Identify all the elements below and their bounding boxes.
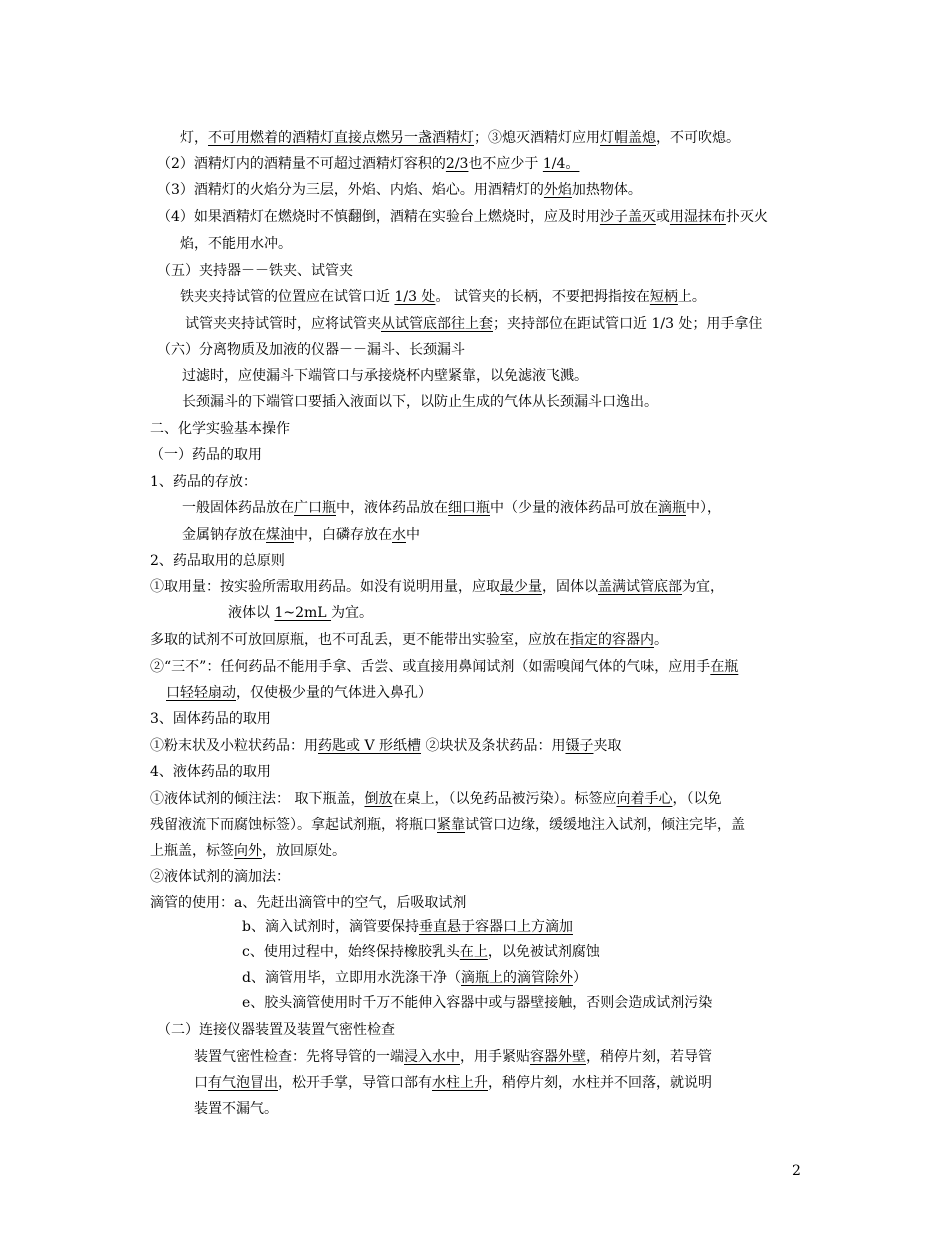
text-segment: 装置气密性检查：先将导管的一端 (194, 1049, 404, 1065)
underlined-text: 有气泡冒出 (208, 1075, 278, 1091)
text-segment: 焰，不能用水冲。 (180, 236, 292, 252)
text-segment: 或 (655, 209, 670, 225)
text-segment: 上瓶盖，标签 (150, 843, 234, 859)
text-line (242, 943, 600, 961)
underlined-text: 2/3 (445, 156, 469, 172)
underlined-text: 垂直悬于容器口上方滴加 (418, 919, 573, 935)
text-segment: ，不可吹熄。 (656, 130, 740, 146)
text-segment: 4、液体药品的取用 (150, 764, 271, 780)
text-segment: 上。 (677, 289, 706, 305)
text-segment: 中，液体药品放在 (336, 500, 448, 516)
text-line (150, 710, 271, 728)
underlined-text: 向着手心 (616, 791, 673, 807)
text-segment: 。 (654, 632, 668, 648)
text-segment: 为宜， (682, 579, 724, 595)
underlined-text: 短柄 (649, 289, 678, 305)
text-segment: 滴管的使用：a、先赶出滴管中的空气，后吸取试剂 (150, 895, 467, 911)
text-segment: ②块状及条状药品：用 (421, 738, 566, 754)
underlined-text: 灯帽盖熄 (600, 130, 656, 146)
underlined-text: 滴瓶上的滴管除外 (460, 970, 573, 986)
text-line (150, 552, 285, 570)
underlined-text: 最少量 (500, 579, 542, 595)
underlined-text: 从试管底部往上套 (381, 316, 493, 332)
text-segment: 1、药品的存放： (150, 474, 257, 490)
underlined-text: 不可用燃着的酒精灯直接点燃另一盏酒精灯 (208, 130, 474, 146)
text-segment: 口 (194, 1075, 208, 1091)
underlined-text: 在瓶 (710, 659, 739, 675)
text-segment: 2、药品取用的总原则 (150, 553, 285, 569)
text-line (150, 446, 262, 464)
text-segment: 装置不漏气。 (194, 1101, 278, 1117)
text-segment: ，放回原处。 (262, 843, 346, 859)
text-segment: ，用手紧贴 (460, 1049, 530, 1065)
text-line (157, 341, 465, 359)
text-segment: ①粉末状及小粒状药品：用 (150, 738, 318, 754)
underlined-text: 水 (392, 527, 406, 543)
text-line (150, 763, 271, 781)
text-segment: 中（少量的液体药品可放在 (490, 500, 658, 516)
text-segment: b、滴入试剂时，滴管要保持 (242, 919, 419, 935)
underlined-text: 在上 (459, 944, 488, 960)
text-segment: 3、固体药品的取用 (150, 711, 271, 727)
text-line (150, 816, 745, 834)
text-line (185, 315, 762, 333)
text-segment: （一）药品的取用 (150, 447, 262, 463)
text-line (157, 262, 353, 280)
text-line (150, 420, 290, 438)
text-segment: ①液体试剂的倾注法： 取下瓶盖， (150, 791, 365, 807)
text-line (166, 684, 432, 702)
text-segment: 为宜。 (331, 605, 374, 621)
text-line (242, 918, 573, 936)
underlined-text: 广口瓶 (294, 500, 336, 516)
text-segment: ，以免被试剂腐蚀 (487, 944, 600, 960)
text-segment: 一般固体药品放在 (182, 500, 294, 516)
page-number: 2 (792, 1163, 801, 1179)
text-line (194, 1074, 712, 1092)
text-line (150, 631, 668, 649)
text-line (194, 1048, 712, 1066)
text-segment: （五）夹持器－－铁夹、试管夹 (157, 263, 353, 279)
text-segment: ②液体试剂的滴加法： (150, 869, 290, 885)
underlined-text: 沙子盖灭 (599, 209, 656, 225)
text-segment: 试管口边缘，缓缓地注入试剂，倾注完毕，盖 (465, 817, 745, 833)
text-segment: c、使用过程中，始终保持橡胶乳头 (242, 944, 460, 960)
text-line (150, 658, 738, 676)
text-segment: 中 (406, 527, 420, 543)
text-segment: 金属钠存放在 (182, 527, 266, 543)
text-segment: 残留液流下而腐蚀标签）。拿起试剂瓶，将瓶口 (150, 817, 437, 833)
text-line (228, 604, 373, 622)
underlined-text: 容器外壁 (530, 1049, 586, 1065)
underlined-text: 向外 (234, 843, 262, 859)
text-segment: 过滤时，应使漏斗下端管口与承接烧杯内壁紧靠，以免滤液飞溅。 (182, 368, 588, 384)
text-line (182, 393, 658, 411)
text-segment: 加热物体。 (571, 182, 642, 198)
text-segment: ，（以免 (672, 791, 722, 807)
text-line (157, 208, 768, 226)
text-segment: ；夹持部位在距试管口近 1/3 处；用手拿住 (493, 316, 763, 332)
text-line (180, 288, 706, 306)
text-line (242, 994, 712, 1012)
text-segment: 中，白磷存放在 (294, 527, 392, 543)
underlined-text: 口轻轻扇动 (166, 685, 236, 701)
text-segment: （4）如果酒精灯在燃烧时不慎翻倒，酒精在实验台上燃烧时，应及时用 (157, 209, 600, 225)
underlined-text: 药匙或 V 形纸槽 (318, 738, 422, 754)
text-segment: ，松开手掌，导管口部有 (278, 1075, 432, 1091)
text-line (180, 235, 292, 253)
underlined-text: 指定的容器内 (570, 632, 654, 648)
text-line (242, 969, 587, 987)
text-line (150, 737, 621, 755)
text-segment: ） (572, 970, 587, 986)
text-line (194, 1100, 278, 1118)
underlined-text: 紧靠 (437, 817, 465, 833)
text-segment: 在桌上，（以免药品被污染）。标签应 (392, 791, 617, 807)
text-segment: ，稍停片刻，若导管 (586, 1049, 712, 1065)
text-line (182, 526, 420, 544)
text-segment: 二、化学实验基本操作 (150, 421, 290, 437)
text-line (150, 868, 290, 886)
underlined-text: 浸入水中 (404, 1049, 460, 1065)
text-line (150, 473, 257, 491)
text-segment: 多取的试剂不可放回原瓶，也不可乱丢，更不能带出实验室，应放在 (150, 632, 570, 648)
text-segment: 铁夹夹持试管的位置应在试管口近 (180, 289, 395, 305)
text-segment: 。 试管夹的长柄，不要把拇指按在 (435, 289, 650, 305)
text-segment: （二）连接仪器装置及装置气密性检查 (157, 1022, 395, 1038)
underlined-text: 滴瓶 (658, 500, 686, 516)
text-line (182, 499, 721, 517)
underlined-text: 盖满试管底部 (598, 579, 682, 595)
text-segment: ，仅使极少量的气体进入鼻孔） (236, 685, 432, 701)
text-line (157, 155, 579, 173)
text-segment: 夹取 (593, 738, 622, 754)
text-segment: （2）酒精灯内的酒精量不可超过酒精灯容积的 (157, 156, 446, 172)
text-line (150, 842, 346, 860)
text-segment: e、胶头滴管使用时千万不能伸入容器中或与器壁接触，否则会造成试剂污染 (242, 995, 713, 1011)
underlined-text: 煤油 (266, 527, 294, 543)
text-segment: 中）， (686, 500, 721, 516)
text-segment: ②“三不”：任何药品不能用手拿、舌尝、或直接用鼻闻试剂（如需嗅闻气体的气味，应用手 (150, 659, 711, 675)
underlined-text: 用湿抹布 (669, 209, 726, 225)
text-segment: 也不应少于 (468, 156, 543, 172)
underlined-text: 水柱上升 (432, 1075, 488, 1091)
underlined-text: 镊子 (565, 738, 594, 754)
underlined-text: 外焰 (543, 182, 572, 198)
text-segment: ①取用量：按实验所需取用药品。如没有说明用量，应取 (150, 579, 500, 595)
underlined-text: 细口瓶 (448, 500, 490, 516)
underlined-text: 1/3 处 (394, 289, 436, 305)
text-line (150, 790, 721, 808)
text-line (150, 578, 724, 596)
underlined-text: 倒放 (364, 791, 393, 807)
underlined-text: 1/4。 (542, 156, 580, 172)
text-segment: （3）酒精灯的火焰分为三层，外焰、内焰、焰心。用酒精灯的 (157, 182, 544, 198)
text-segment: 液体以 (228, 605, 275, 621)
text-segment: （六）分离物质及加液的仪器－－漏斗、长颈漏斗 (157, 342, 465, 358)
text-line (182, 367, 588, 385)
text-segment: 长颈漏斗的下端管口要插入液面以下，以防止生成的气体从长颈漏斗口逸出。 (182, 394, 658, 410)
text-segment: 扑灭火 (725, 209, 768, 225)
text-segment: ；③熄灭酒精灯应用 (474, 130, 600, 146)
text-line (180, 129, 740, 147)
text-line (150, 894, 466, 912)
text-line (157, 181, 642, 199)
text-line (157, 1021, 395, 1039)
text-segment: d、滴管用毕，立即用水洗涤干净（ (242, 970, 461, 986)
text-segment: 试管夹夹持试管时，应将试管夹 (185, 316, 381, 332)
underlined-text: 1~2mL (274, 605, 332, 621)
text-segment: ，稍停片刻，水柱并不回落，就说明 (488, 1075, 712, 1091)
text-segment: 灯， (180, 130, 208, 146)
text-segment: ，固体以 (542, 579, 598, 595)
